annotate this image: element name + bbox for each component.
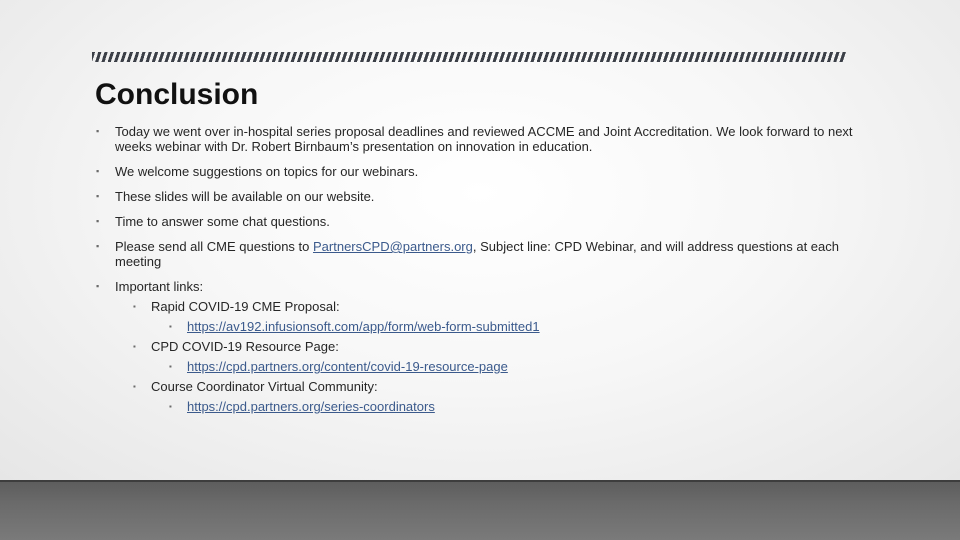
links-label: Important links: <box>115 279 204 294</box>
cme-prefix: Please send all CME questions to <box>115 239 313 254</box>
bullet-text: We welcome suggestions on topics for our webinars. <box>115 164 419 179</box>
bullet-text: Time to answer some chat questions. <box>115 214 330 229</box>
link-url-item <box>169 399 876 414</box>
bullet-item <box>96 214 876 229</box>
link-label: CPD COVID-19 Resource Page: <box>151 339 339 354</box>
bullet-item-links <box>96 279 876 414</box>
resource-page-link[interactable]: https://cpd.partners.org/content/covid-19-resource-page <box>187 359 508 374</box>
sub-bullet-icon: ▪ <box>133 302 136 311</box>
floor-background <box>0 482 960 540</box>
bullet-icon: ▪ <box>96 281 100 291</box>
bullet-icon: ▪ <box>96 241 100 251</box>
bullet-text: Today we went over in-hospital series proposal deadlines and reviewed ACCME and Joint Accreditation. We look forward to next weeks webinar with Dr. Robert Birnbaum’s presentation on innovation in education. <box>115 124 853 154</box>
link-label: Rapid COVID-19 CME Proposal: <box>151 299 340 314</box>
coordinators-link[interactable]: https://cpd.partners.org/series-coordinators <box>187 399 435 414</box>
link-label: Course Coordinator Virtual Community: <box>151 379 378 394</box>
sub-bullet-icon: ▪ <box>133 342 136 351</box>
sub-bullet-icon: ▪ <box>169 322 172 331</box>
cme-suffix: , Subject line: CPD Webinar, and will address questions at each meeting <box>115 239 840 269</box>
decorative-hatch-bar <box>92 52 846 62</box>
link-url-item <box>169 359 876 374</box>
sub-bullet-icon: ▪ <box>169 362 172 371</box>
bullet-item <box>96 124 876 154</box>
cme-proposal-link[interactable]: https://av192.infusionsoft.com/app/form/web-form-submitted1 <box>187 319 540 334</box>
slide-title: Conclusion <box>95 78 259 111</box>
bullet-item <box>96 189 876 204</box>
link-group-label <box>133 339 876 354</box>
bullet-text: These slides will be available on our website. <box>115 189 375 204</box>
slide-content <box>96 124 876 424</box>
cme-email-link[interactable]: PartnersCPD@partners.org <box>313 239 473 254</box>
sub-bullet-icon: ▪ <box>169 402 172 411</box>
link-group-label <box>133 379 876 394</box>
bullet-icon: ▪ <box>96 166 100 176</box>
link-url-item <box>169 319 876 334</box>
link-group-label <box>133 299 876 314</box>
sub-bullet-icon: ▪ <box>133 382 136 391</box>
bullet-item <box>96 164 876 179</box>
bullet-icon: ▪ <box>96 126 100 136</box>
bullet-icon: ▪ <box>96 216 100 226</box>
bullet-item-cme <box>96 239 876 269</box>
bullet-icon: ▪ <box>96 191 100 201</box>
